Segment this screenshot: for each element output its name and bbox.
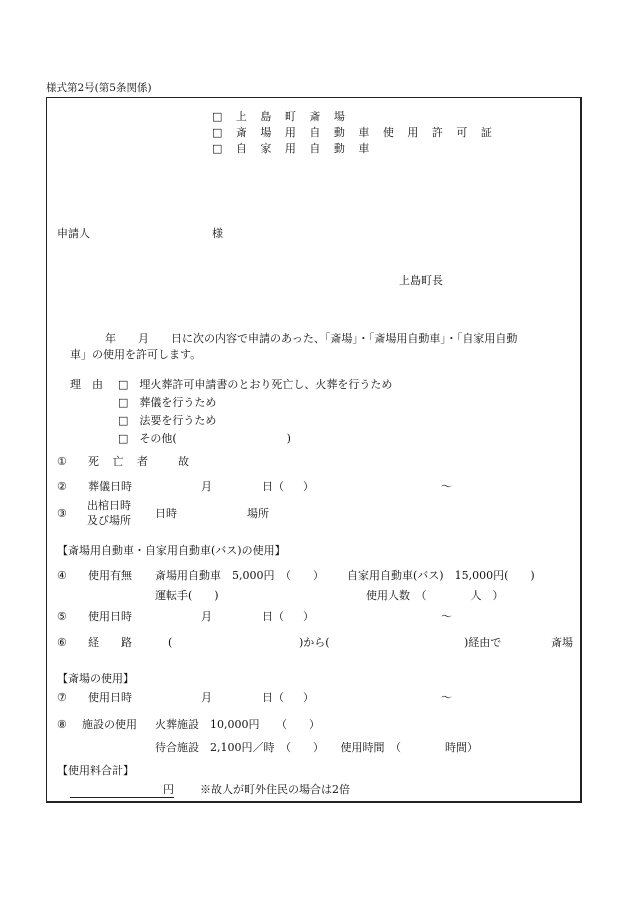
deceased-prefix: 故 [178,455,189,468]
departure-label-line1: 出棺日時 [87,499,131,512]
funeral-date-tilde: ～ [441,480,452,493]
route-open: ( [168,636,173,649]
departure-label [87,499,131,529]
fee-yen: 円 [163,783,174,796]
route-from: )から( [299,636,330,649]
permission-text-line1: 年 月 日に次の内容で申請のあった、「斎場」・「斎場用自動車」・「自家用自動 [105,332,518,345]
departure-place-label: 場所 [247,507,269,520]
form-id: 様式第2号(第5条関係) [46,82,152,94]
facility-date-close: ） [303,691,314,704]
cremation-facility-option[interactable]: 火葬施設 10,000円 （ ） [155,718,320,731]
fee-note: ※故人が町外住民の場合は2倍 [200,783,350,796]
vehicle-date-tilde: ～ [441,610,452,623]
people-count[interactable]: 使用人数 （ 人 ） [366,589,504,602]
item-number-1: ① [57,455,67,468]
facility-label: 施設の使用 [82,718,137,731]
facility-date-day: 日（ [262,691,284,704]
reason-option-cremation[interactable]: □ 埋火葬許可申請書のとおり死亡し、火葬を行うため [118,378,393,391]
permission-text-line2: 車」の使用を許可します。 [70,348,202,361]
item-number-2: ② [57,480,67,493]
private-bus-option[interactable]: 自家用自動車(バス) 15,000円( ) [347,569,535,582]
vehicle-date-day: 日（ [262,610,284,623]
funeral-date-close: ） [303,480,314,493]
reason-option-other[interactable]: □ その他( ) [118,432,291,445]
item-number-4: ④ [57,569,67,582]
item-number-3: ③ [57,507,67,520]
title-option-funeral-hall[interactable]: □ 上 島 町 斎 場 [212,110,350,123]
vehicle-date-label: 使用日時 [88,610,132,623]
applicant-label: 申請人 [57,227,90,240]
item-number-5: ⑤ [57,610,67,623]
reason-label: 理 由 [70,378,103,391]
issuer: 上島町長 [399,274,443,287]
facility-date-tilde: ～ [441,691,452,704]
usage-label: 使用有無 [88,569,132,582]
applicant-honorific: 様 [212,227,223,240]
fee-section-header: 【使用料合計】 [57,764,134,777]
item-number-7: ⑦ [57,691,67,704]
vehicle-section-header: 【斎場用自動車・自家用自動車(バス)の使用】 [57,544,286,557]
waiting-facility-option[interactable]: 待合施設 2,100円／時 （ ） 使用時間 （ 時間） [155,741,478,754]
deceased-label: 死 亡 者 [88,455,153,468]
funeral-date-label: 葬儀日時 [88,480,132,493]
facility-section-header: 【斎場の使用】 [57,672,134,685]
departure-time-label: 日時 [155,507,177,520]
vehicle-date-month: 月 [201,610,212,623]
item-number-6: ⑥ [57,636,67,649]
driver-option[interactable]: 運転手( ) [155,589,219,602]
facility-date-month: 月 [201,691,212,704]
funeral-car-option[interactable]: 斎場用自動車 5,000円 （ ） [155,569,324,582]
route-via: )経由で [464,636,502,649]
title-option-private-car[interactable]: □ 自 家 用 自 動 車 [212,142,375,155]
fee-total-blank[interactable] [70,784,174,798]
route-label: 経 路 [88,636,132,649]
facility-date-label: 使用日時 [88,691,132,704]
route-destination: 斎場 [551,636,573,649]
vehicle-date-close: ） [303,610,314,623]
reason-option-memorial[interactable]: □ 法要を行うため [118,414,217,427]
title-option-funeral-car-permit[interactable]: □ 斎 場 用 自 動 車 使 用 許 可 証 [212,126,497,139]
item-number-8: ⑧ [57,718,67,731]
reason-option-funeral[interactable]: □ 葬儀を行うため [118,396,217,409]
funeral-date-day: 日（ [262,480,284,493]
funeral-date-month: 月 [201,480,212,493]
departure-label-line2: 及び場所 [87,513,131,527]
